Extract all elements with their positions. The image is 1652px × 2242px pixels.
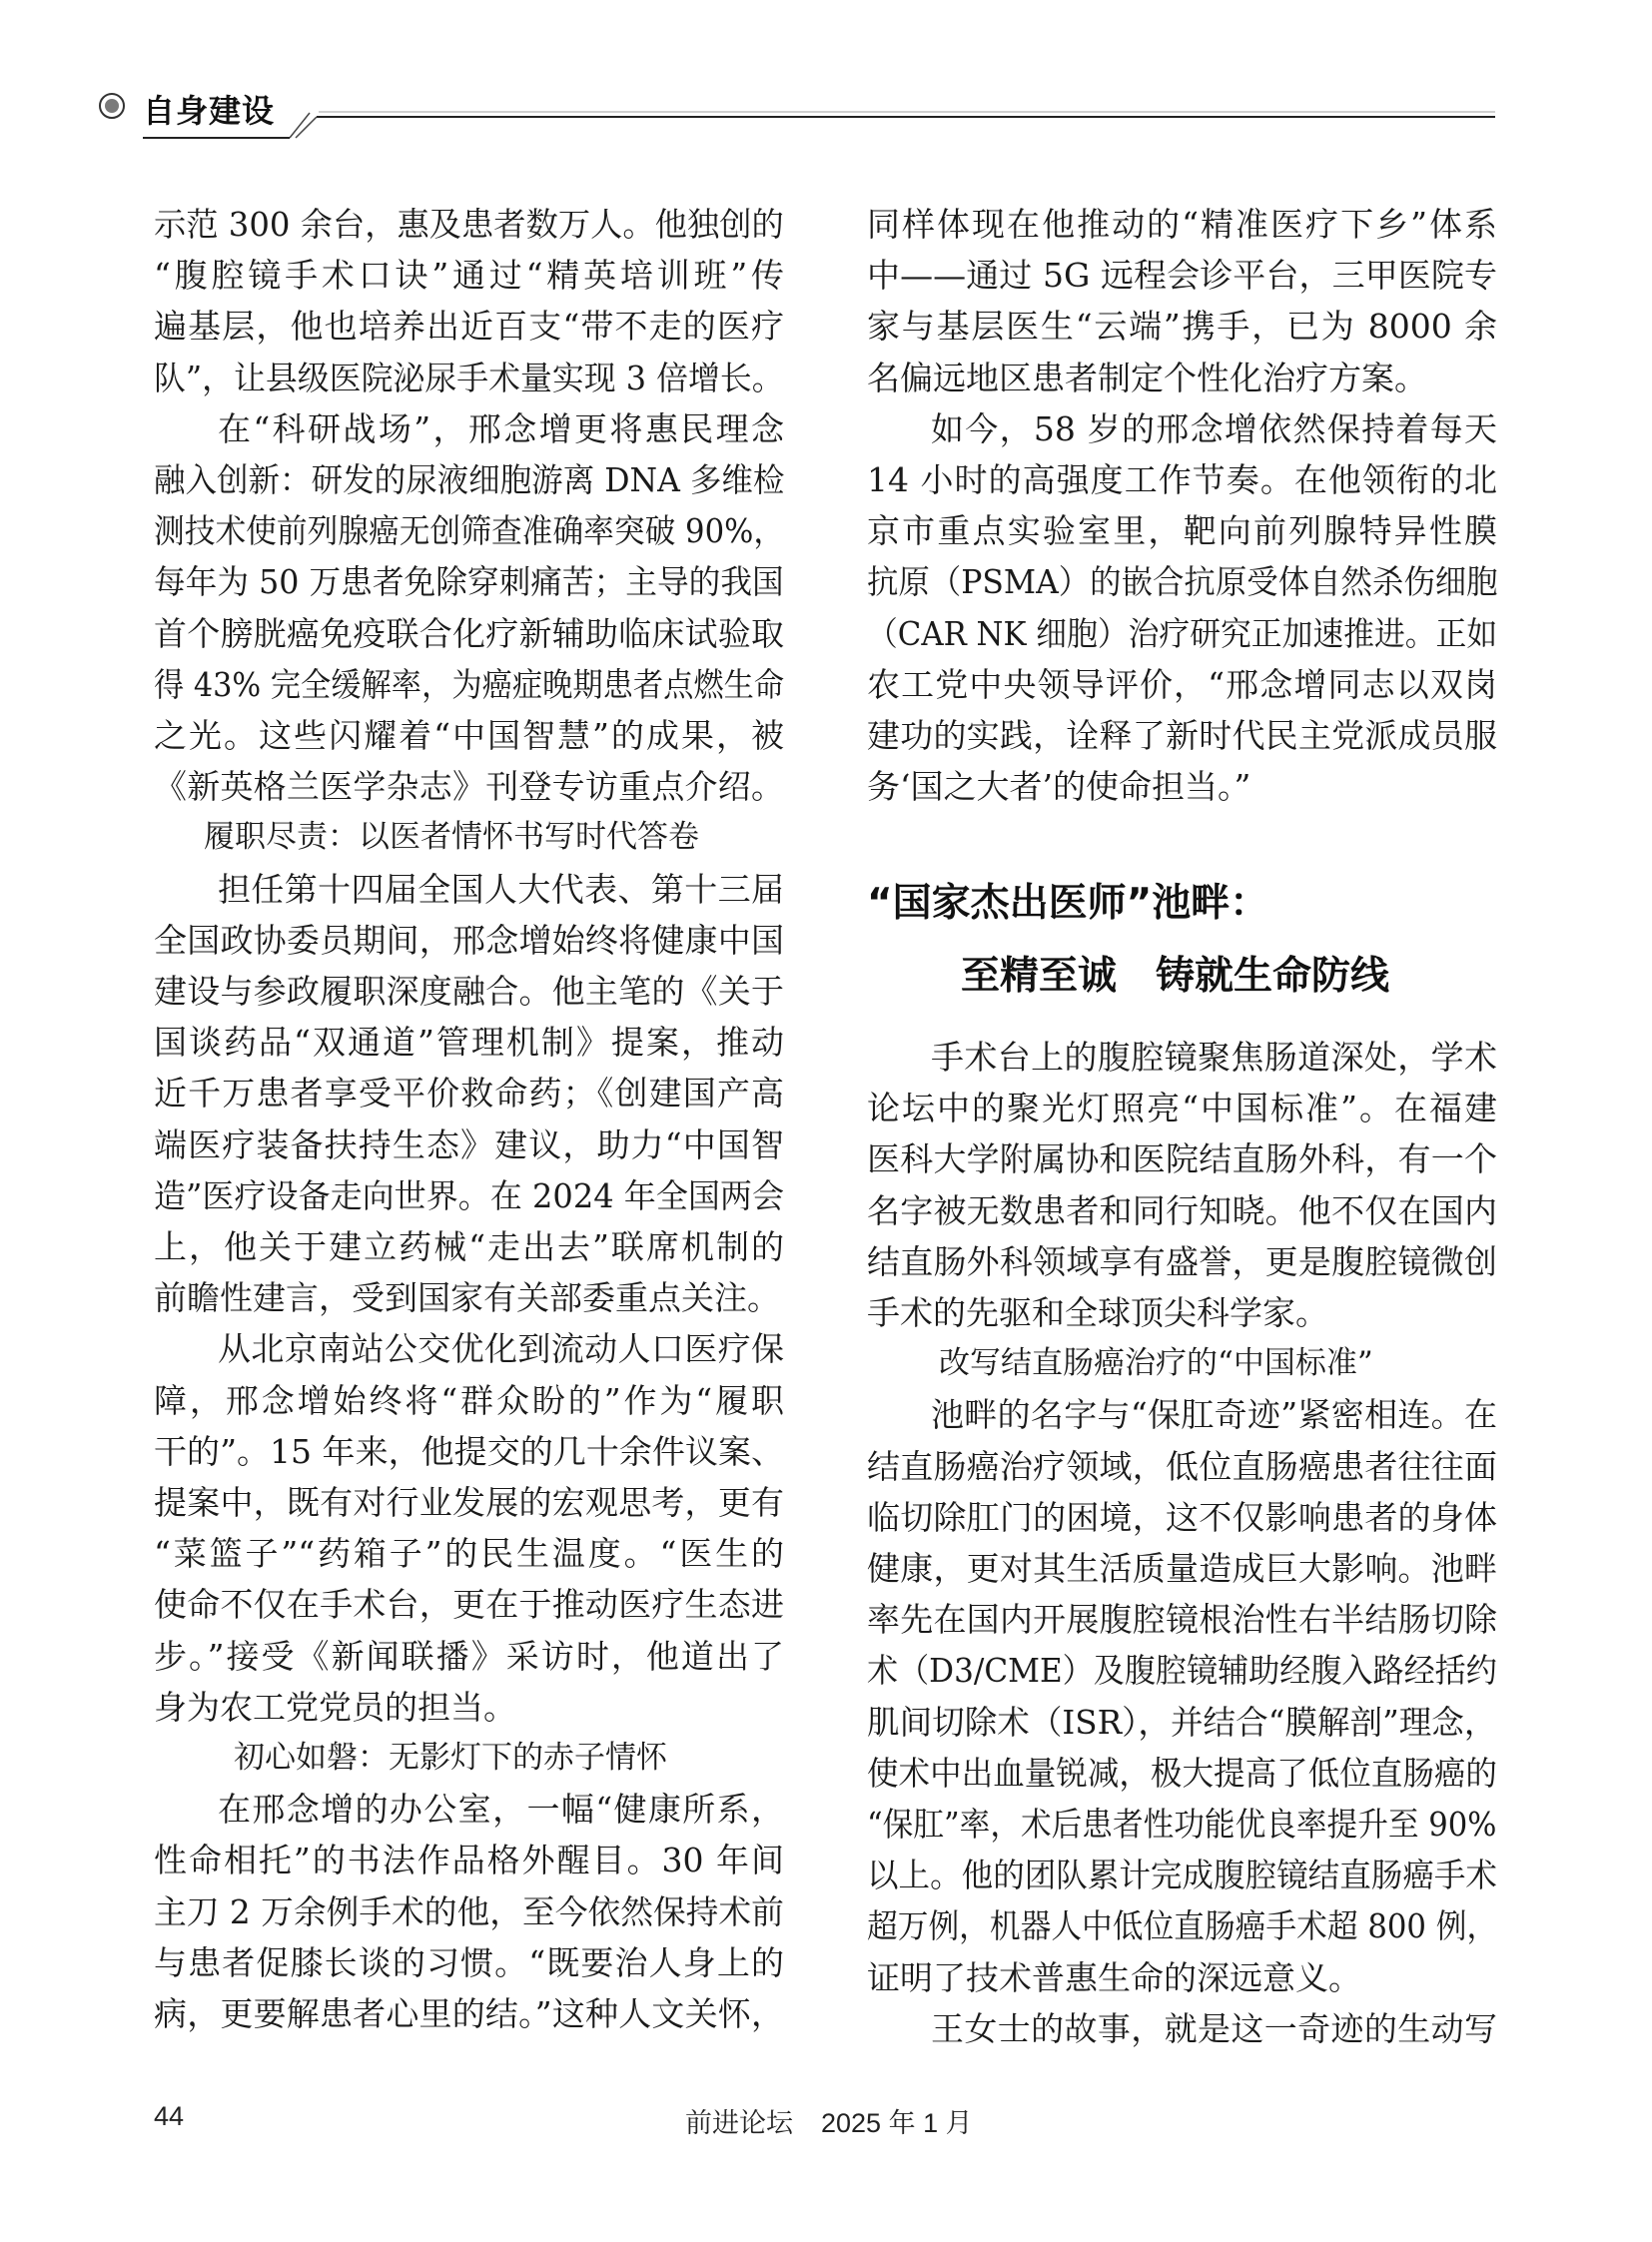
text-line: 王女士的故事，就是这一奇迹的生动写 (931, 2008, 1497, 2048)
text-line: 病，更要解患者心里的结。”这种人文关怀， (154, 1994, 784, 2033)
section-subheading: 初心如磐：无影灯下的赤子情怀 (234, 1740, 667, 1776)
text-line: 每年为 50 万患者免除穿刺痛苦；主导的我国 (154, 562, 784, 602)
text-line: 担任第十四届全国人大代表、第十三届 (218, 869, 784, 909)
text-line: 示范 300 余台，惠及患者数万人。他独创的 (154, 205, 784, 244)
text-line: 使术中出血量锐减，极大提高了低位直肠癌的 (867, 1753, 1497, 1793)
text-line: 术（D3/CME）及腹腔镜辅助经腹入路经括约 (867, 1651, 1497, 1691)
text-line: 池畔的名字与“保肛奇迹”紧密相连。在 (931, 1395, 1497, 1435)
article-title-line-1: “国家杰出医师”池畔： (867, 881, 1269, 926)
text-line: 农工党中央领导评价，“邢念增同志以双岗 (867, 664, 1497, 704)
article-title-line-2: 至精至诚 铸就生命防线 (961, 954, 1390, 999)
text-line: 身为农工党党员的担当。 (154, 1687, 516, 1727)
page-number: 44 (154, 2101, 185, 2131)
text-line: 国谈药品“双通道”管理机制》提案，推动 (154, 1023, 784, 1063)
text-line: 全国政协委员期间，邢念增始终将健康中国 (154, 920, 784, 960)
text-line: 家与基层医生“云端”携手，已为 8000 余 (867, 307, 1497, 347)
text-line: 务‘国之大者’的使命担当。” (867, 767, 1251, 807)
text-line: 从北京南站公交优化到流动人口医疗保 (218, 1329, 784, 1369)
text-line: 超万例，机器人中低位直肠癌手术超 800 例， (867, 1906, 1498, 1946)
text-line: 《新英格兰医学杂志》刊登专访重点介绍。 (154, 767, 784, 807)
text-line: 之光。这些闪耀着“中国智慧”的成果，被 (154, 716, 784, 755)
text-line: 如今，58 岁的邢念增依然保持着每天 (931, 408, 1497, 448)
text-line: 建设与参政履职深度融合。他主笔的《关于 (154, 972, 784, 1011)
text-line: 以上。他的团队累计完成腹腔镜结直肠癌手术 (867, 1856, 1497, 1895)
header-rule (0, 0, 1652, 160)
text-line: 率先在国内开展腹腔镜根治性右半结肠切除 (867, 1600, 1497, 1640)
text-line: （CAR NK 细胞）治疗研究正加速推进。正如 (867, 613, 1498, 653)
text-line: 中——通过 5G 远程会诊平台，三甲医院专 (867, 256, 1497, 296)
text-line: 健康，更对其生活质量造成巨大影响。池畔 (867, 1549, 1497, 1588)
text-line: 名偏远地区患者制定个性化治疗方案。 (867, 358, 1427, 397)
section-title: 自身建设 (143, 92, 276, 130)
text-line: 遍基层，他也培养出近百支“带不走的医疗 (154, 307, 784, 347)
text-line: “保肛”率，术后患者性功能优良率提升至 90% (867, 1805, 1497, 1844)
text-line: 京市重点实验室里，靶向前列腺特异性膜 (867, 511, 1497, 551)
text-line: 14 小时的高强度工作节奏。在他领衔的北 (867, 460, 1497, 499)
text-line: 主刀 2 万余例手术的他，至今依然保持术前 (154, 1891, 784, 1931)
text-line: 论坛中的聚光灯照亮“中国标准”。在福建 (867, 1089, 1497, 1128)
text-line: 首个膀胱癌免疫联合化疗新辅助临床试验取 (154, 613, 784, 653)
text-line: 手术的先驱和全球顶尖科学家。 (867, 1293, 1328, 1332)
text-line: “菜篮子”“药箱子”的民生温度。“医生的 (154, 1534, 784, 1574)
text-line: 近千万患者享受平价救命药；《创建国产高 (154, 1074, 784, 1114)
publication-name: 前进论坛 (685, 2108, 793, 2138)
text-line: 肌间切除术（ISR），并结合“膜解剖”理念， (867, 1702, 1497, 1742)
text-line: 使命不仅在手术台，更在于推动医疗生态进 (154, 1585, 784, 1625)
text-line: 在“科研战场”，邢念增更将惠民理念 (218, 408, 784, 448)
text-line: 临切除肛门的困境，这不仅影响患者的身体 (867, 1497, 1497, 1537)
text-line: 前瞻性建言，受到国家有关部委重点关注。 (154, 1278, 780, 1318)
text-line: 融入创新：研发的尿液细胞游离 DNA 多维检 (154, 460, 785, 499)
text-line: 性命相托”的书法作品格外醒目。30 年间 (154, 1841, 784, 1880)
text-line: 名字被无数患者和同行知晓。他不仅在国内 (867, 1190, 1497, 1230)
section-subheading: 改写结直肠癌治疗的“中国标准” (939, 1345, 1373, 1382)
issue-date: 2025 年 1 月 (821, 2108, 973, 2138)
section-subheading: 履职尽责：以医者情怀书写时代答卷 (204, 819, 699, 856)
text-line: 造”医疗设备走向世界。在 2024 年全国两会 (154, 1175, 784, 1215)
text-line: “腹腔镜手术口诀”通过“精英培训班”传 (154, 256, 784, 296)
text-line: 抗原（PSMA）的嵌合抗原受体自然杀伤细胞 (867, 562, 1498, 602)
text-line: 得 43% 完全缓解率，为癌症晚期患者点燃生命 (154, 664, 785, 704)
text-line: 结直肠癌治疗领域，低位直肠癌患者往往面 (867, 1446, 1497, 1486)
text-line: 与患者促膝长谈的习惯。“既要治人身上的 (154, 1942, 784, 1982)
text-line: 医科大学附属协和医院结直肠外科，有一个 (867, 1139, 1497, 1179)
text-line: 干的”。15 年来，他提交的几十余件议案、 (154, 1431, 784, 1471)
text-line: 结直肠外科领域享有盛誉，更是腹腔镜微创 (867, 1241, 1497, 1281)
text-line: 证明了技术普惠生命的深远意义。 (867, 1957, 1361, 1997)
text-line: 端医疗装备扶持生态》建议，助力“中国智 (154, 1124, 784, 1164)
text-line: 障，邢念增始终将“群众盼的”作为“履职 (154, 1380, 784, 1420)
text-line: 步。”接受《新闻联播》采访时，他道出了 (154, 1636, 784, 1676)
text-line: 手术台上的腹腔镜聚焦肠道深处，学术 (931, 1038, 1497, 1077)
text-line: 上，他关于建立药械“走出去”联席机制的 (154, 1227, 784, 1266)
text-line: 在邢念增的办公室，一幅“健康所系， (218, 1790, 784, 1830)
text-line: 同样体现在他推动的“精准医疗下乡”体系 (867, 205, 1497, 244)
text-line: 测技术使前列腺癌无创筛查准确率突破 90%， (154, 511, 785, 551)
text-line: 队”，让县级医院泌尿手术量实现 3 倍增长。 (154, 358, 784, 397)
text-line: 提案中，既有对行业发展的宏观思考，更有 (154, 1483, 784, 1522)
text-line: 建功的实践，诠释了新时代民主党派成员服 (867, 716, 1497, 755)
